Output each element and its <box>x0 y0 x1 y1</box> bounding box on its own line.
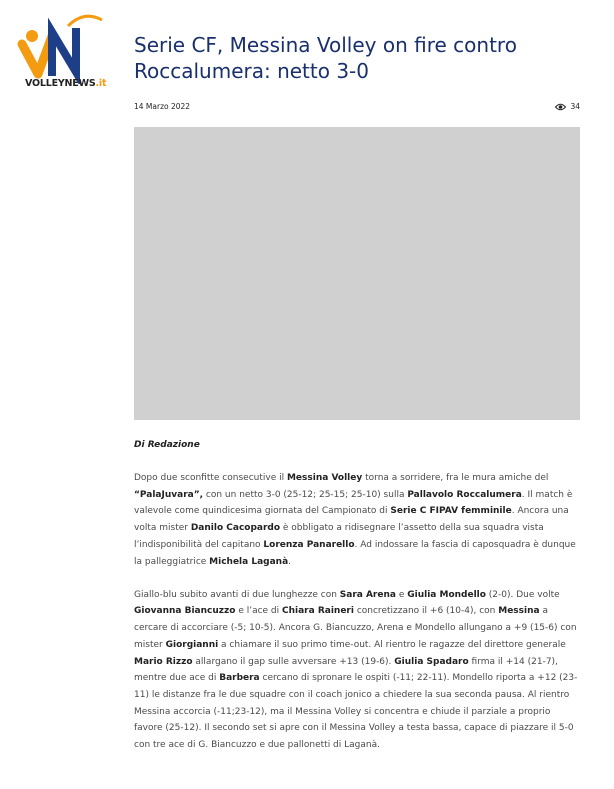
text-run: . <box>288 556 292 567</box>
text-run: . Ancora una volta mister <box>134 506 569 534</box>
bold-text: Barbera <box>219 673 260 684</box>
text-run: concretizzano il +6 (10-4), con <box>353 606 499 617</box>
article-date: 14 Marzo 2022 <box>134 102 191 111</box>
article-photo[interactable] <box>134 127 580 420</box>
bold-text: Giovanna Biancuzzo <box>134 606 236 617</box>
text-run: (2-0). Due volte <box>485 589 560 600</box>
text-run: a cercare di accorciare (-5; 10-5). Ancora G. Biancuzzo, Arena e Mondello allungano a +9 (15-6) con mister <box>134 606 577 650</box>
text-run: . Il match è valevole come quindicesima giornata del Campionato di <box>134 489 573 517</box>
text-run: . Ad indossare la fascia di caposquadra è dunque la palleggiatrice <box>134 539 576 567</box>
bold-text: Sara Arena <box>339 589 396 600</box>
logo-wordmark: VOLLEYNEWS.it <box>25 78 107 89</box>
logo-mark <box>14 14 114 84</box>
paragraph <box>134 470 580 570</box>
bold-text: Giulia Spadaro <box>394 656 469 667</box>
eye-icon <box>555 103 566 111</box>
bold-text: Chiara Raineri <box>282 606 354 617</box>
bold-text: Messina Volley <box>286 473 363 483</box>
text-run: torna a sorridere, fra le mura amiche del <box>362 473 549 483</box>
text-run: a chiamare il suo primo time-out. Al rientro le ragazze del direttore generale <box>218 639 566 650</box>
text-run: allargano il gap sulle avversare +13 (19-6). <box>192 656 395 667</box>
bold-text: Lorenza Panarello <box>263 539 355 550</box>
paragraph <box>134 587 580 754</box>
text-run: è obbligato a ridisegnare l’assetto della sua squadra vista l’indisponibilità del capitano <box>134 523 544 550</box>
view-count: 34 <box>570 102 580 111</box>
text-run: Dopo due sconfitte consecutive il <box>134 473 287 483</box>
bold-text: Giorgianni <box>165 639 219 650</box>
article-title: Serie CF, Messina Volley on fire contro Roccalumera: netto 3-0 <box>134 33 517 83</box>
text-run: cercano di spronare le ospiti (-11; 22-11). Mondello riporta a +12 (23-11) le distanze fra le due squadre con il coach jonico a chiedere la sua seconda pausa. Al rientro Messina accorcia (-11;23-12), ma il Messina Volley si concentra e chiude il parziale a proprio favore (25-12). Il secondo set si apre con il Messina Volley a testa bassa, capace di piazzare il 5-0 con tre ace di G. Biancuzzo e due pallonetti di Laganà. <box>134 673 578 751</box>
bold-text: Michela Laganà <box>209 556 289 567</box>
article-body <box>134 470 580 770</box>
text-run: Giallo-blu subito avanti di due lunghezze con <box>134 589 340 600</box>
text-run: con un netto 3-0 (25-12; 25-15; 25-10) sulla <box>203 489 408 500</box>
text-run: firma il +14 (21-7), mentre due ace di <box>134 656 558 684</box>
bold-text: Giulia Mondello <box>407 589 486 600</box>
bold-text: Serie C FIPAV femminile <box>390 506 512 517</box>
bold-text: Mario Rizzo <box>134 656 193 667</box>
bold-text: “PalaJuvara”, <box>134 489 204 500</box>
text-run: e l’ace di <box>235 606 283 617</box>
bold-text: Pallavolo Roccalumera <box>407 489 522 500</box>
article-meta <box>134 102 580 116</box>
text-run: e <box>395 589 408 600</box>
bold-text: Danilo Cacopardo <box>190 523 281 534</box>
bold-text: Messina <box>498 606 540 617</box>
view-counter <box>555 102 580 111</box>
article-byline: Di Redazione <box>134 440 200 450</box>
